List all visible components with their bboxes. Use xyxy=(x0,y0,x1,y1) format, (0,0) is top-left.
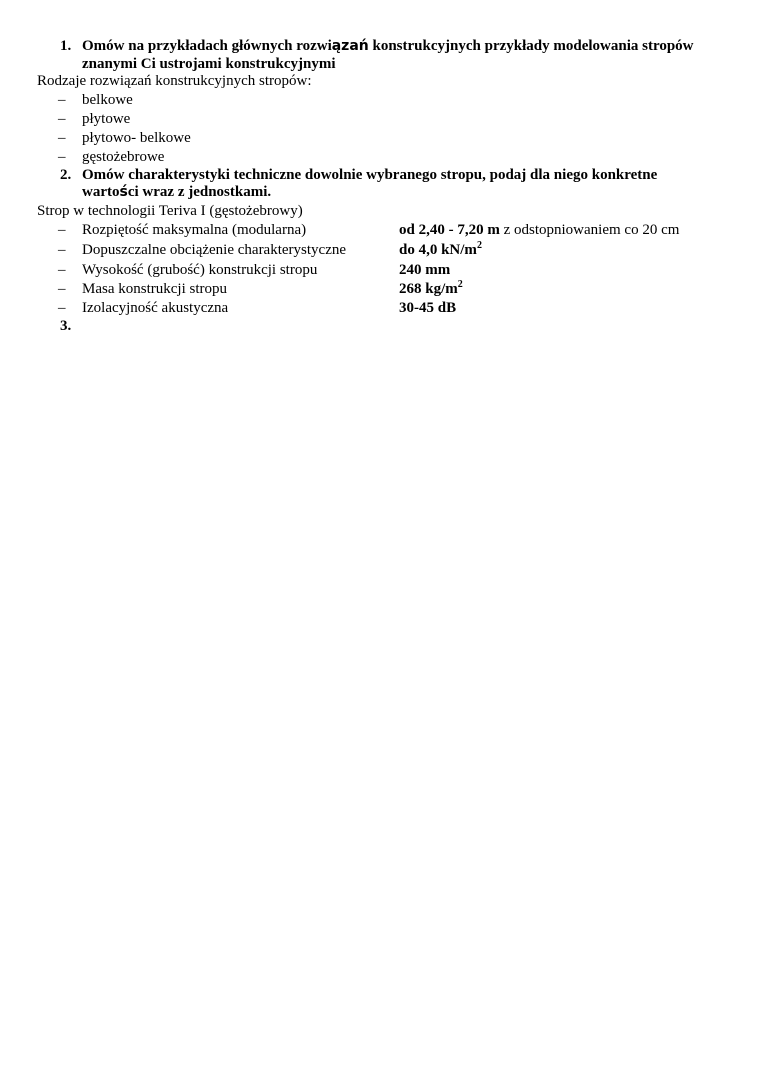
question-1-text-a: Omów na przykładach głównych rozwi xyxy=(82,38,332,54)
question-2-line-1: Omów charakterystyki techniczne dowolnie wybranego stropu, podaj dla niego konkretne xyxy=(82,167,658,183)
list-dash: – xyxy=(58,130,66,146)
list-dash: – xyxy=(58,281,66,297)
question-1-line-1 xyxy=(82,37,694,55)
param-superscript: 2 xyxy=(476,240,482,251)
question-2-text-a: warto xyxy=(82,184,120,200)
list-dash: – xyxy=(58,92,66,108)
list-dash: – xyxy=(58,262,66,278)
question-1-text-c: konstrukcyjnych przykłady modelowania stropów xyxy=(368,38,694,54)
type-item: belkowe xyxy=(82,92,133,108)
param-value: do 4,0 kN/m xyxy=(399,242,477,258)
question-1-line-2: znanymi Ci ustrojami konstrukcyjnymi xyxy=(82,56,336,72)
question-2-number: 2. xyxy=(60,167,72,183)
param-value-row xyxy=(399,221,679,239)
param-value-row xyxy=(399,241,482,259)
param-value-row xyxy=(399,280,463,298)
param-label: Rozpiętość maksymalna (modularna) xyxy=(82,222,307,238)
param-label: Masa konstrukcji stropu xyxy=(82,281,227,297)
list-dash: – xyxy=(58,149,66,165)
question-1-text-b: ązań xyxy=(331,38,369,54)
list-dash: – xyxy=(58,300,66,316)
question-2-text-c: ci wraz z jednostkami. xyxy=(127,184,272,200)
type-item: gęstożebrowe xyxy=(82,149,165,165)
type-item: płytowo- belkowe xyxy=(82,130,191,146)
list-dash: – xyxy=(58,111,66,127)
list-dash: – xyxy=(58,222,66,238)
question-3-number: 3. xyxy=(60,318,72,334)
param-note: z odstopniowaniem co 20 cm xyxy=(499,222,680,238)
question-1-number: 1. xyxy=(60,38,72,54)
param-value: 268 kg/m xyxy=(399,281,458,297)
param-value: od 2,40 - 7,20 m xyxy=(399,222,500,238)
param-label: Dopuszczalne obciążenie charakterystyczne xyxy=(82,242,347,258)
question-2-line-2 xyxy=(82,183,271,201)
param-superscript: 2 xyxy=(457,279,463,290)
list-dash: – xyxy=(58,242,66,258)
param-value: 240 mm xyxy=(399,262,451,278)
param-label: Izolacyjność akustyczna xyxy=(82,300,229,316)
param-value: 30-45 dB xyxy=(399,300,457,316)
param-label: Wysokość (grubość) konstrukcji stropu xyxy=(82,262,318,278)
strop-heading: Strop w technologii Teriva I (gęstożebrowy) xyxy=(37,203,303,219)
types-heading: Rodzaje rozwiązań konstrukcyjnych stropów: xyxy=(37,73,312,89)
type-item: płytowe xyxy=(82,111,131,127)
question-2-text-b: ś xyxy=(119,184,128,200)
